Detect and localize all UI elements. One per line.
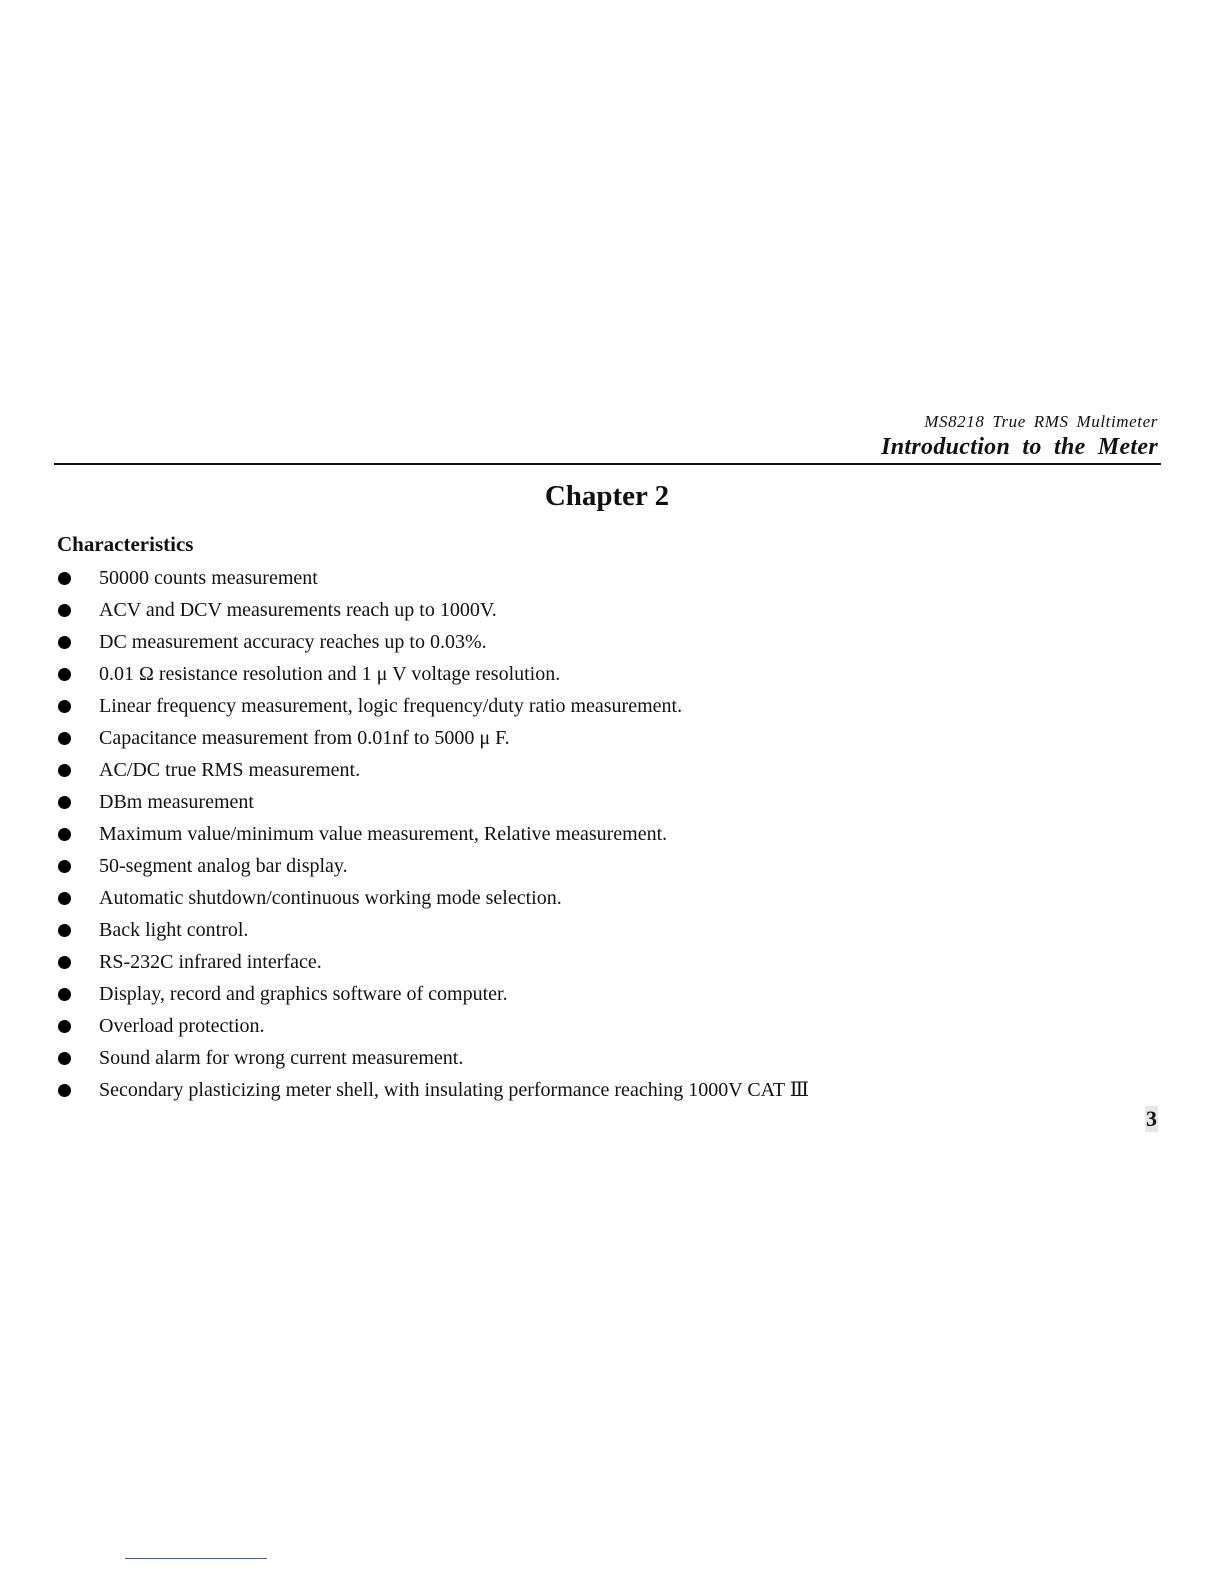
footnote-separator <box>125 1558 267 1559</box>
bullet-icon <box>58 892 71 905</box>
header-divider <box>54 463 1161 465</box>
bullet-icon <box>58 572 71 585</box>
bullet-icon <box>58 956 71 969</box>
bullet-icon <box>58 1020 71 1033</box>
list-item-text: Linear frequency measurement, logic frequency/duty ratio measurement. <box>99 695 683 717</box>
section-heading: Characteristics <box>57 532 194 556</box>
list-item-text: ACV and DCV measurements reach up to 1000V. <box>99 599 497 621</box>
bullet-icon <box>58 604 71 617</box>
list-item-text: Automatic shutdown/continuous working mode selection. <box>99 887 562 909</box>
list-item-text: 50-segment analog bar display. <box>99 855 348 877</box>
list-item-text: DBm measurement <box>99 791 254 813</box>
bullet-icon <box>58 1052 71 1065</box>
list-item-text: RS-232C infrared interface. <box>99 951 322 973</box>
list-item-text: Secondary plasticizing meter shell, with insulating performance reaching 1000V CAT Ⅲ <box>99 1079 810 1101</box>
bullet-icon <box>58 1084 71 1097</box>
list-item-text: Display, record and graphics software of computer. <box>99 983 508 1005</box>
list-item-text: AC/DC true RMS measurement. <box>99 759 361 781</box>
bullet-icon <box>58 636 71 649</box>
bullet-icon <box>58 924 71 937</box>
list-item-text: Maximum value/minimum value measurement, Relative measurement. <box>99 823 668 845</box>
running-header-section: Introduction to the Meter <box>881 434 1158 460</box>
list-item-text: DC measurement accuracy reaches up to 0.03%. <box>99 631 487 653</box>
bullet-icon <box>58 668 71 681</box>
bullet-icon <box>58 764 71 777</box>
bullet-icon <box>58 828 71 841</box>
bullet-icon <box>58 860 71 873</box>
bullet-icon <box>58 700 71 713</box>
bullet-icon <box>58 988 71 1001</box>
list-item-text: Back light control. <box>99 919 249 941</box>
running-header-product: MS8218 True RMS Multimeter <box>924 412 1158 431</box>
list-item-text: Sound alarm for wrong current measurement. <box>99 1047 464 1069</box>
list-item-text: 0.01 Ω resistance resolution and 1 μ V voltage resolution. <box>99 663 561 685</box>
list-item-text: Overload protection. <box>99 1015 265 1037</box>
bullet-icon <box>58 732 71 745</box>
page-number: 3 <box>1146 1106 1157 1131</box>
list-item-text: Capacitance measurement from 0.01nf to 5000 μ F. <box>99 727 510 749</box>
bullet-icon <box>58 796 71 809</box>
list-item-text: 50000 counts measurement <box>99 567 318 589</box>
chapter-title: Chapter 2 <box>544 480 670 512</box>
